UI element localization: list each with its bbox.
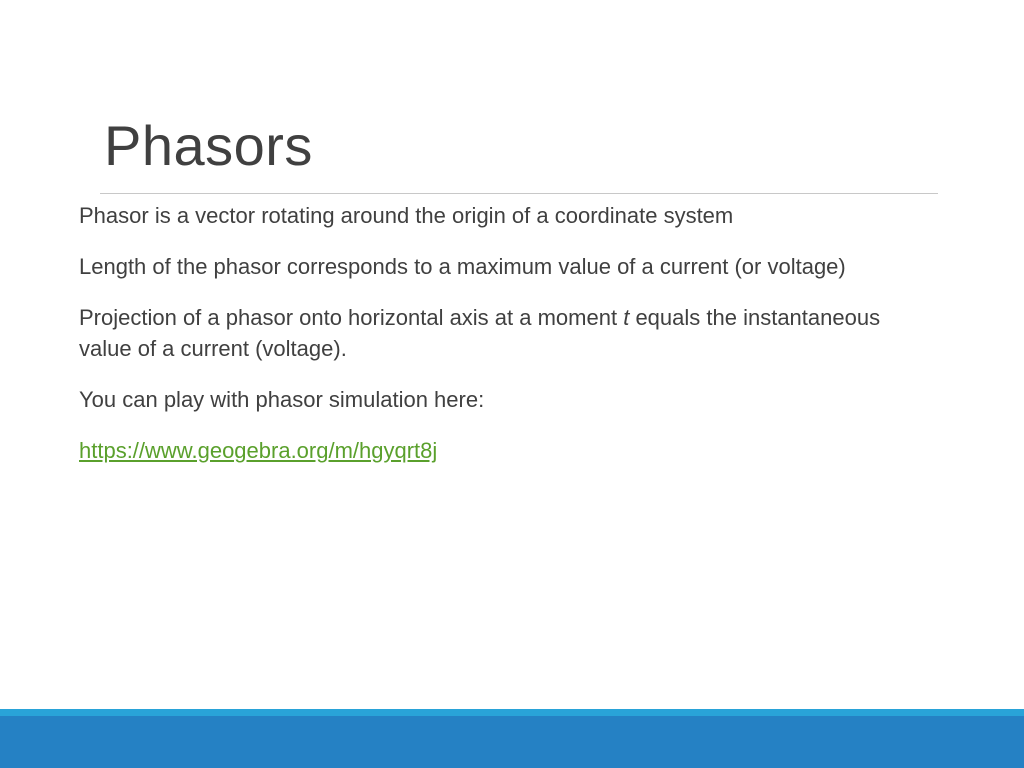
bullet-phasor-length: Length of the phasor corresponds to a maximum value of a current (or voltage)	[79, 254, 846, 279]
moment-variable: t	[623, 305, 630, 330]
geogebra-link[interactable]: https://www.geogebra.org/m/hgyqrt8j	[79, 438, 438, 463]
slide-body	[79, 200, 909, 486]
bullet-phasor-definition: Phasor is a vector rotating around the origin of a coordinate system	[79, 203, 734, 228]
projection-text-start: Projection of a phasor onto horizontal axis at a moment	[79, 305, 624, 330]
footer-accent-stripe	[0, 709, 1024, 716]
bullet-simulation-intro: You can play with phasor simulation here:	[79, 387, 485, 412]
link-paragraph	[79, 435, 909, 466]
projection-text-end: equals the instantaneous value of a current (voltage).	[79, 305, 881, 361]
slide-title: Phasors	[104, 114, 313, 177]
footer-bar	[0, 716, 1024, 768]
title-divider	[100, 193, 938, 194]
bullet-phasor-projection	[79, 302, 909, 364]
